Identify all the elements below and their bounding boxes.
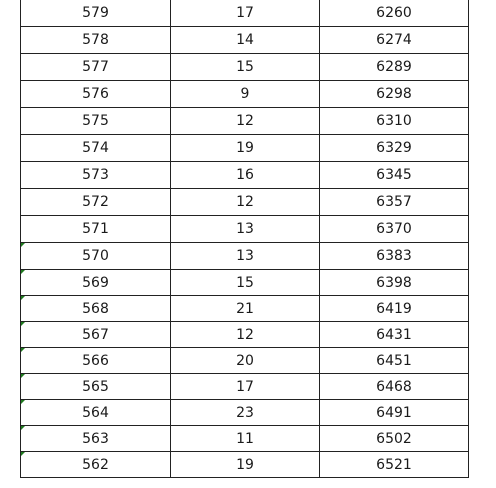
score-cell[interactable]: [21, 216, 171, 243]
cell-flag-icon: [21, 270, 25, 274]
count-value: 9: [240, 86, 250, 102]
cumulative-value: 6260: [376, 5, 412, 21]
score-cell[interactable]: [21, 54, 171, 81]
score-value: 566: [82, 352, 109, 369]
count-cell[interactable]: [171, 216, 320, 243]
table-row: [21, 426, 469, 452]
table-row: [21, 452, 469, 478]
count-cell[interactable]: [171, 243, 320, 270]
count-cell[interactable]: [171, 322, 320, 348]
cell-flag-icon: [21, 243, 25, 247]
score-cell[interactable]: [21, 296, 171, 322]
count-cell[interactable]: [171, 135, 320, 162]
cumulative-cell[interactable]: [320, 135, 469, 162]
count-value: 16: [236, 167, 254, 183]
count-cell[interactable]: [171, 348, 320, 374]
score-cell[interactable]: [21, 348, 171, 374]
cumulative-cell[interactable]: [320, 189, 469, 216]
score-value: 567: [82, 326, 109, 343]
count-value: 14: [236, 32, 254, 48]
count-cell[interactable]: [171, 108, 320, 135]
cumulative-cell[interactable]: [320, 27, 469, 54]
score-cell[interactable]: [21, 452, 171, 478]
count-cell[interactable]: [171, 81, 320, 108]
count-cell[interactable]: [171, 189, 320, 216]
count-value: 15: [236, 274, 254, 291]
score-value: 562: [82, 456, 109, 473]
score-value: 571: [82, 221, 109, 237]
table-row: [21, 296, 469, 322]
count-cell[interactable]: [171, 296, 320, 322]
cumulative-cell[interactable]: [320, 348, 469, 374]
count-cell[interactable]: [171, 0, 320, 27]
table-row: [21, 27, 469, 54]
score-value: 576: [82, 86, 109, 102]
cumulative-cell[interactable]: [320, 270, 469, 296]
count-value: 19: [236, 456, 254, 473]
count-value: 15: [236, 59, 254, 75]
count-value: 17: [236, 5, 254, 21]
score-cell[interactable]: [21, 135, 171, 162]
count-cell[interactable]: [171, 54, 320, 81]
score-cell[interactable]: [21, 0, 171, 27]
cumulative-value: 6383: [376, 248, 412, 264]
cumulative-value: 6398: [376, 274, 412, 291]
count-cell[interactable]: [171, 374, 320, 400]
table-row: [21, 0, 469, 27]
count-cell[interactable]: [171, 270, 320, 296]
cell-flag-icon: [21, 296, 25, 300]
cumulative-value: 6310: [376, 113, 412, 129]
cumulative-value: 6431: [376, 326, 412, 343]
cumulative-value: 6357: [376, 194, 412, 210]
cell-flag-icon: [21, 348, 25, 352]
score-value: 568: [82, 300, 109, 317]
count-cell[interactable]: [171, 426, 320, 452]
cumulative-cell[interactable]: [320, 0, 469, 27]
cumulative-cell[interactable]: [320, 108, 469, 135]
score-value: 575: [82, 113, 109, 129]
score-cell[interactable]: [21, 162, 171, 189]
count-value: 13: [236, 221, 254, 237]
table-row: [21, 189, 469, 216]
score-value: 564: [82, 404, 109, 421]
score-cell[interactable]: [21, 243, 171, 270]
score-cell[interactable]: [21, 108, 171, 135]
table-row: [21, 374, 469, 400]
score-cell[interactable]: [21, 81, 171, 108]
cumulative-cell[interactable]: [320, 374, 469, 400]
score-value: 578: [82, 32, 109, 48]
cumulative-value: 6345: [376, 167, 412, 183]
table-row: [21, 400, 469, 426]
table-row: [21, 348, 469, 374]
table-row: [21, 216, 469, 243]
cumulative-cell[interactable]: [320, 216, 469, 243]
score-value: 563: [82, 430, 109, 447]
count-cell[interactable]: [171, 400, 320, 426]
score-value: 569: [82, 274, 109, 291]
cumulative-cell[interactable]: [320, 54, 469, 81]
cell-flag-icon: [21, 374, 25, 378]
score-cell[interactable]: [21, 374, 171, 400]
score-cell[interactable]: [21, 189, 171, 216]
count-value: 12: [236, 194, 254, 210]
cell-flag-icon: [21, 426, 25, 430]
count-value: 19: [236, 140, 254, 156]
score-value: 574: [82, 140, 109, 156]
score-cell[interactable]: [21, 270, 171, 296]
count-value: 11: [236, 430, 254, 447]
count-cell[interactable]: [171, 452, 320, 478]
cumulative-cell[interactable]: [320, 81, 469, 108]
score-value: 573: [82, 167, 109, 183]
count-value: 17: [236, 378, 254, 395]
score-cell[interactable]: [21, 426, 171, 452]
count-cell[interactable]: [171, 27, 320, 54]
table-row: [21, 322, 469, 348]
cumulative-cell[interactable]: [320, 452, 469, 478]
count-value: 23: [236, 404, 254, 421]
table-row: [21, 108, 469, 135]
cumulative-cell[interactable]: [320, 322, 469, 348]
count-value: 21: [236, 300, 254, 317]
count-value: 12: [236, 326, 254, 343]
cumulative-value: 6468: [376, 378, 412, 395]
cumulative-value: 6502: [376, 430, 412, 447]
count-cell[interactable]: [171, 162, 320, 189]
cumulative-cell[interactable]: [320, 400, 469, 426]
count-value: 20: [236, 352, 254, 369]
table-row: [21, 81, 469, 108]
cumulative-cell[interactable]: [320, 426, 469, 452]
cell-flag-icon: [21, 452, 25, 456]
cumulative-value: 6274: [376, 32, 412, 48]
table-row: [21, 135, 469, 162]
cumulative-value: 6521: [376, 456, 412, 473]
cumulative-value: 6419: [376, 300, 412, 317]
score-value: 565: [82, 378, 109, 395]
score-value: 572: [82, 194, 109, 210]
score-value: 577: [82, 59, 109, 75]
table-row: [21, 270, 469, 296]
table-row: [21, 54, 469, 81]
cell-flag-icon: [21, 400, 25, 404]
score-cell[interactable]: [21, 27, 171, 54]
table-row: [21, 243, 469, 270]
score-cell[interactable]: [21, 322, 171, 348]
cell-flag-icon: [21, 322, 25, 326]
cumulative-value: 6451: [376, 352, 412, 369]
table-row: [21, 162, 469, 189]
score-table: [20, 0, 469, 478]
cumulative-cell[interactable]: [320, 162, 469, 189]
cumulative-value: 6491: [376, 404, 412, 421]
count-value: 12: [236, 113, 254, 129]
score-table-body: [21, 0, 469, 478]
cumulative-value: 6329: [376, 140, 412, 156]
score-value: 570: [82, 248, 109, 264]
cumulative-value: 6298: [376, 86, 412, 102]
cumulative-cell[interactable]: [320, 243, 469, 270]
cumulative-value: 6289: [376, 59, 412, 75]
count-value: 13: [236, 248, 254, 264]
cumulative-value: 6370: [376, 221, 412, 237]
cumulative-cell[interactable]: [320, 296, 469, 322]
score-cell[interactable]: [21, 400, 171, 426]
score-value: 579: [82, 5, 109, 21]
